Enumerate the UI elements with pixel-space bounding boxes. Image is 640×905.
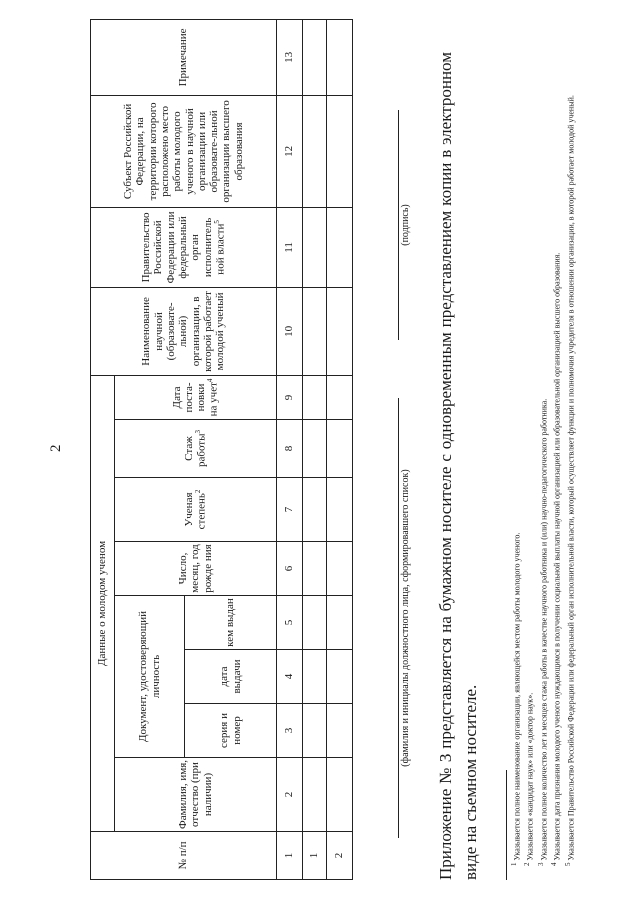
header-group-doc: Документ, удостоверяющий личность (115, 596, 185, 758)
header-group-young: Данные о молодом ученом (91, 375, 115, 831)
table-cell (303, 542, 327, 596)
footnote-ref-5: 5 (212, 220, 221, 224)
footnote-ref-2: 2 (194, 489, 203, 494)
col-number-6: 6 (277, 542, 303, 596)
table-cell (327, 704, 353, 758)
row-label: 2 (327, 832, 353, 880)
col-number-4: 4 (277, 650, 303, 704)
table-cell (327, 542, 353, 596)
signature-name-line (398, 398, 399, 838)
table-cell (327, 478, 353, 542)
footnotes (510, 48, 577, 880)
table-cell (303, 95, 327, 207)
table-cell (303, 19, 327, 95)
header-stazh: Стаж работы$^3$ (115, 420, 277, 478)
table-cell (303, 207, 327, 287)
col-number-12: 12 (277, 95, 303, 207)
table-cell (327, 650, 353, 704)
col-number-9: 9 (277, 375, 303, 419)
header-note: Примечание (91, 19, 277, 95)
rotated-page-content (34, 28, 614, 880)
table-cell (303, 758, 327, 832)
table-cell (327, 207, 353, 287)
col-number-13: 13 (277, 19, 303, 95)
page-number: 2 (48, 444, 64, 452)
table-cell (327, 420, 353, 478)
table-cell (327, 758, 353, 832)
table-cell (327, 19, 353, 95)
table-row (303, 19, 327, 879)
footnote-2: 2 Указывается «кандидат наук» или «доктор наук». (523, 692, 536, 866)
table-cell (327, 375, 353, 419)
table-cell (303, 287, 327, 375)
col-number-8: 8 (277, 420, 303, 478)
col-number-11: 11 (277, 207, 303, 287)
header-birth: Число, месяц, год рожде ния (115, 542, 277, 596)
row-label: 1 (303, 832, 327, 880)
header-org: Наименование научной (образовате-льной) организации, в которой работает молодой ученый (91, 287, 277, 375)
table-cell (303, 650, 327, 704)
col-number-7: 7 (277, 478, 303, 542)
header-series: серия и номер (185, 704, 277, 758)
footnote-rule (506, 770, 507, 880)
col-number-5: 5 (277, 596, 303, 650)
table-row (327, 19, 353, 879)
header-date-reg: Дата поста-новки на учет$^4$ (115, 375, 277, 419)
table-cell (327, 95, 353, 207)
table-cell (327, 596, 353, 650)
header-fio: Фамилия, имя, отчество (при наличии) (115, 758, 277, 832)
appendix-note: Приложение № 3 представляется на бумажном носителе с одновременным представлением копии в электронном виде на съемном носителе. (436, 52, 480, 880)
col-number-2: 2 (277, 758, 303, 832)
signature-sign-line (398, 110, 399, 340)
footnote-ref-3: 3 (194, 429, 203, 434)
footnote-1: 1 Указывается полное наименование организации, являющейся местом работы молодого ученого. (510, 532, 522, 866)
table-cell (303, 596, 327, 650)
table-cell (303, 375, 327, 419)
signature-sign-caption: (подпись) (400, 204, 411, 246)
table-cell (303, 704, 327, 758)
footnote-4: 4 Указывается дата признания молодого ученого нуждающимся в получении социальной выплаты научной организацией или образовательной организацией высшего образования. (550, 252, 563, 866)
col-number-3: 3 (277, 704, 303, 758)
header-degree: Ученая степень$^2$ (115, 478, 277, 542)
footnote-3: 3 Указывается полное количество лет и месяцев стажа работы в качестве научного работника и (или) научно-педагогического работника. (536, 398, 549, 866)
table-cell (303, 478, 327, 542)
col-number-10: 10 (277, 287, 303, 375)
header-issue-date: дата выдачи (185, 650, 277, 704)
table-cell (303, 420, 327, 478)
col-number-1: 1 (277, 832, 303, 880)
footnote-5: 5 Указывается Правительство Российской Федерации или федеральный орган исполнительной власти, который осуществляет функции и полномочия учредителя в отношении организации, в которой работает молодой ученый. (563, 95, 576, 866)
header-issued-by: кем выдан (185, 596, 277, 650)
signature-name-caption: (фамилия и инициалы должностного лица, сформировавшего список) (400, 469, 411, 767)
table-cell (327, 287, 353, 375)
footnote-ref-4: 4 (206, 378, 215, 383)
young-scientists-table (90, 19, 353, 880)
header-num: № п/п (91, 832, 277, 880)
header-subject: Субъект Российской Федерации, на территории которого расположено место работы молодого ученого в научной организации или образовате-льной организации высшего образования (91, 95, 277, 207)
header-gov: Правительство Российской Федерации или федеральный орган исполнитель ной власти$^5$ (91, 207, 277, 287)
